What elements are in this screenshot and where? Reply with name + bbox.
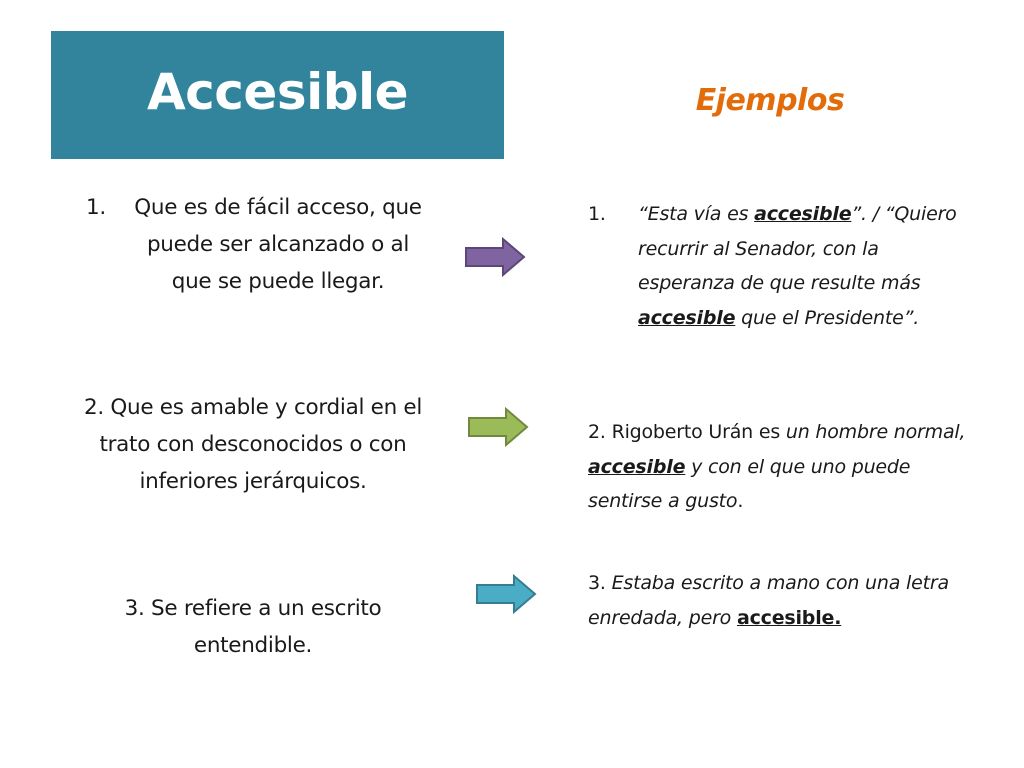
example-3-keyword: accesible. bbox=[736, 606, 842, 629]
title-banner bbox=[51, 31, 504, 159]
example-2-part: . bbox=[737, 490, 744, 512]
example-1-part: que el Presidente”. bbox=[735, 306, 920, 329]
example-2-keyword: accesible bbox=[588, 455, 686, 478]
definition-1 bbox=[70, 189, 442, 300]
example-1-part: ”. / “Quiero recurrir al Senador, con la esperanza de que resulte más bbox=[638, 203, 957, 294]
arrow-right-icon bbox=[474, 573, 538, 615]
arrow-1-shape bbox=[466, 239, 524, 275]
slide-title: Accesible bbox=[146, 63, 409, 121]
arrow-right-icon bbox=[463, 236, 527, 278]
arrow-3-shape bbox=[477, 576, 535, 612]
examples-heading: Ejemplos bbox=[695, 83, 845, 118]
example-2-italic-part: un hombre normal, bbox=[785, 421, 966, 443]
example-1-number: 1. bbox=[588, 203, 606, 225]
example-3-part: 3. bbox=[588, 572, 612, 594]
example-2-part: 2. Rigoberto Urán es bbox=[588, 421, 786, 443]
example-1-text bbox=[638, 197, 978, 335]
example-3-italic-part: Estaba escrito a mano con una letra enredada, pero bbox=[588, 572, 949, 629]
example-1-part: “Esta vía es bbox=[638, 203, 755, 225]
definition-3: 3. Se refiere a un escrito entendible. bbox=[124, 596, 382, 658]
example-2 bbox=[588, 415, 988, 519]
definition-2: 2. Que es amable y cordial en el trato con desconocidos o con inferiores jerárquicos. bbox=[83, 395, 423, 494]
example-2-italic-part: y con el que uno puede sentirse a gusto bbox=[588, 455, 911, 512]
arrow-2-shape bbox=[469, 409, 527, 445]
arrow-right-icon bbox=[466, 406, 530, 448]
definition-1-text: Que es de fácil acceso, que puede ser alcanzado o al que se puede llegar. bbox=[134, 195, 422, 294]
definition-1-number: 1. bbox=[86, 195, 106, 220]
example-1-keyword: accesible bbox=[638, 306, 736, 329]
example-3 bbox=[588, 566, 988, 635]
example-1 bbox=[588, 197, 988, 335]
example-1-keyword: accesible bbox=[754, 203, 852, 225]
